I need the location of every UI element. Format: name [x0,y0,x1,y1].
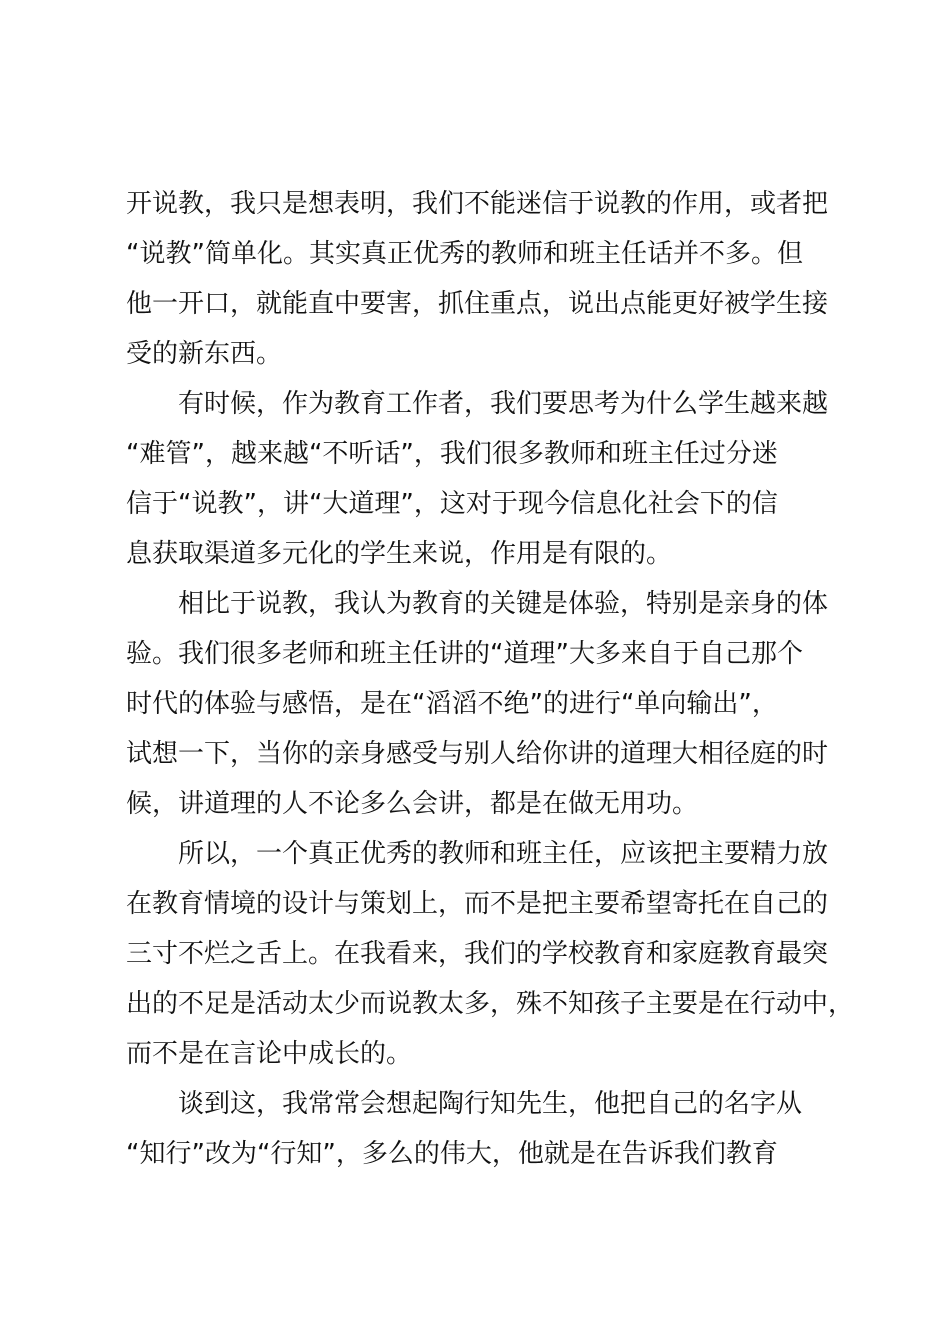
text-line: 试想一下，当你的亲身感受与别人给你讲的道理大相径庭的时 [126,739,829,769]
text-line: 受的新东西。 [126,339,283,369]
text-line: “说教”简单化。其实真正优秀的教师和班主任话并不多。但 [126,239,803,269]
text-line: 信于“说教”，讲“大道理”，这对于现今信息化社会下的信 [126,489,778,519]
text-line: 出的不足是活动太少而说教太多，殊不知孩子主要是在行动中， [126,989,855,1019]
text-line: 验。我们很多老师和班主任讲的“道理”大多来自于自己那个 [126,639,803,669]
text-line: “知行”改为“行知”，多么的伟大，他就是在告诉我们教育 [126,1139,778,1169]
text-line: “难管”，越来越“不听话”，我们很多教师和班主任过分迷 [126,439,778,469]
text-line: 他一开口，就能直中要害，抓住重点，说出点能更好被学生接 [126,289,829,319]
paragraph-first-line: 所以，一个真正优秀的教师和班主任，应该把主要精力放 [178,839,829,869]
text-line: 三寸不烂之舌上。在我看来，我们的学校教育和家庭教育最突 [126,939,829,969]
paragraph-first-line: 相比于说教，我认为教育的关键是体验，特别是亲身的体 [178,589,829,619]
text-line: 候，讲道理的人不论多么会讲，都是在做无用功。 [126,789,699,819]
paragraph-first-line: 有时候，作为教育工作者，我们要思考为什么学生越来越 [178,389,829,419]
paragraph-first-line: 谈到这，我常常会想起陶行知先生，他把自己的名字从 [178,1089,803,1119]
text-line: 在教育情境的设计与策划上，而不是把主要希望寄托在自己的 [126,889,829,919]
text-line: 息获取渠道多元化的学生来说，作用是有限的。 [126,539,673,569]
text-line: 而不是在言论中成长的。 [126,1039,413,1069]
text-line: 时代的体验与感悟，是在“滔滔不绝”的进行“单向输出”， [126,689,778,719]
text-line: 开说教，我只是想表明，我们不能迷信于说教的作用，或者把 [126,189,829,219]
